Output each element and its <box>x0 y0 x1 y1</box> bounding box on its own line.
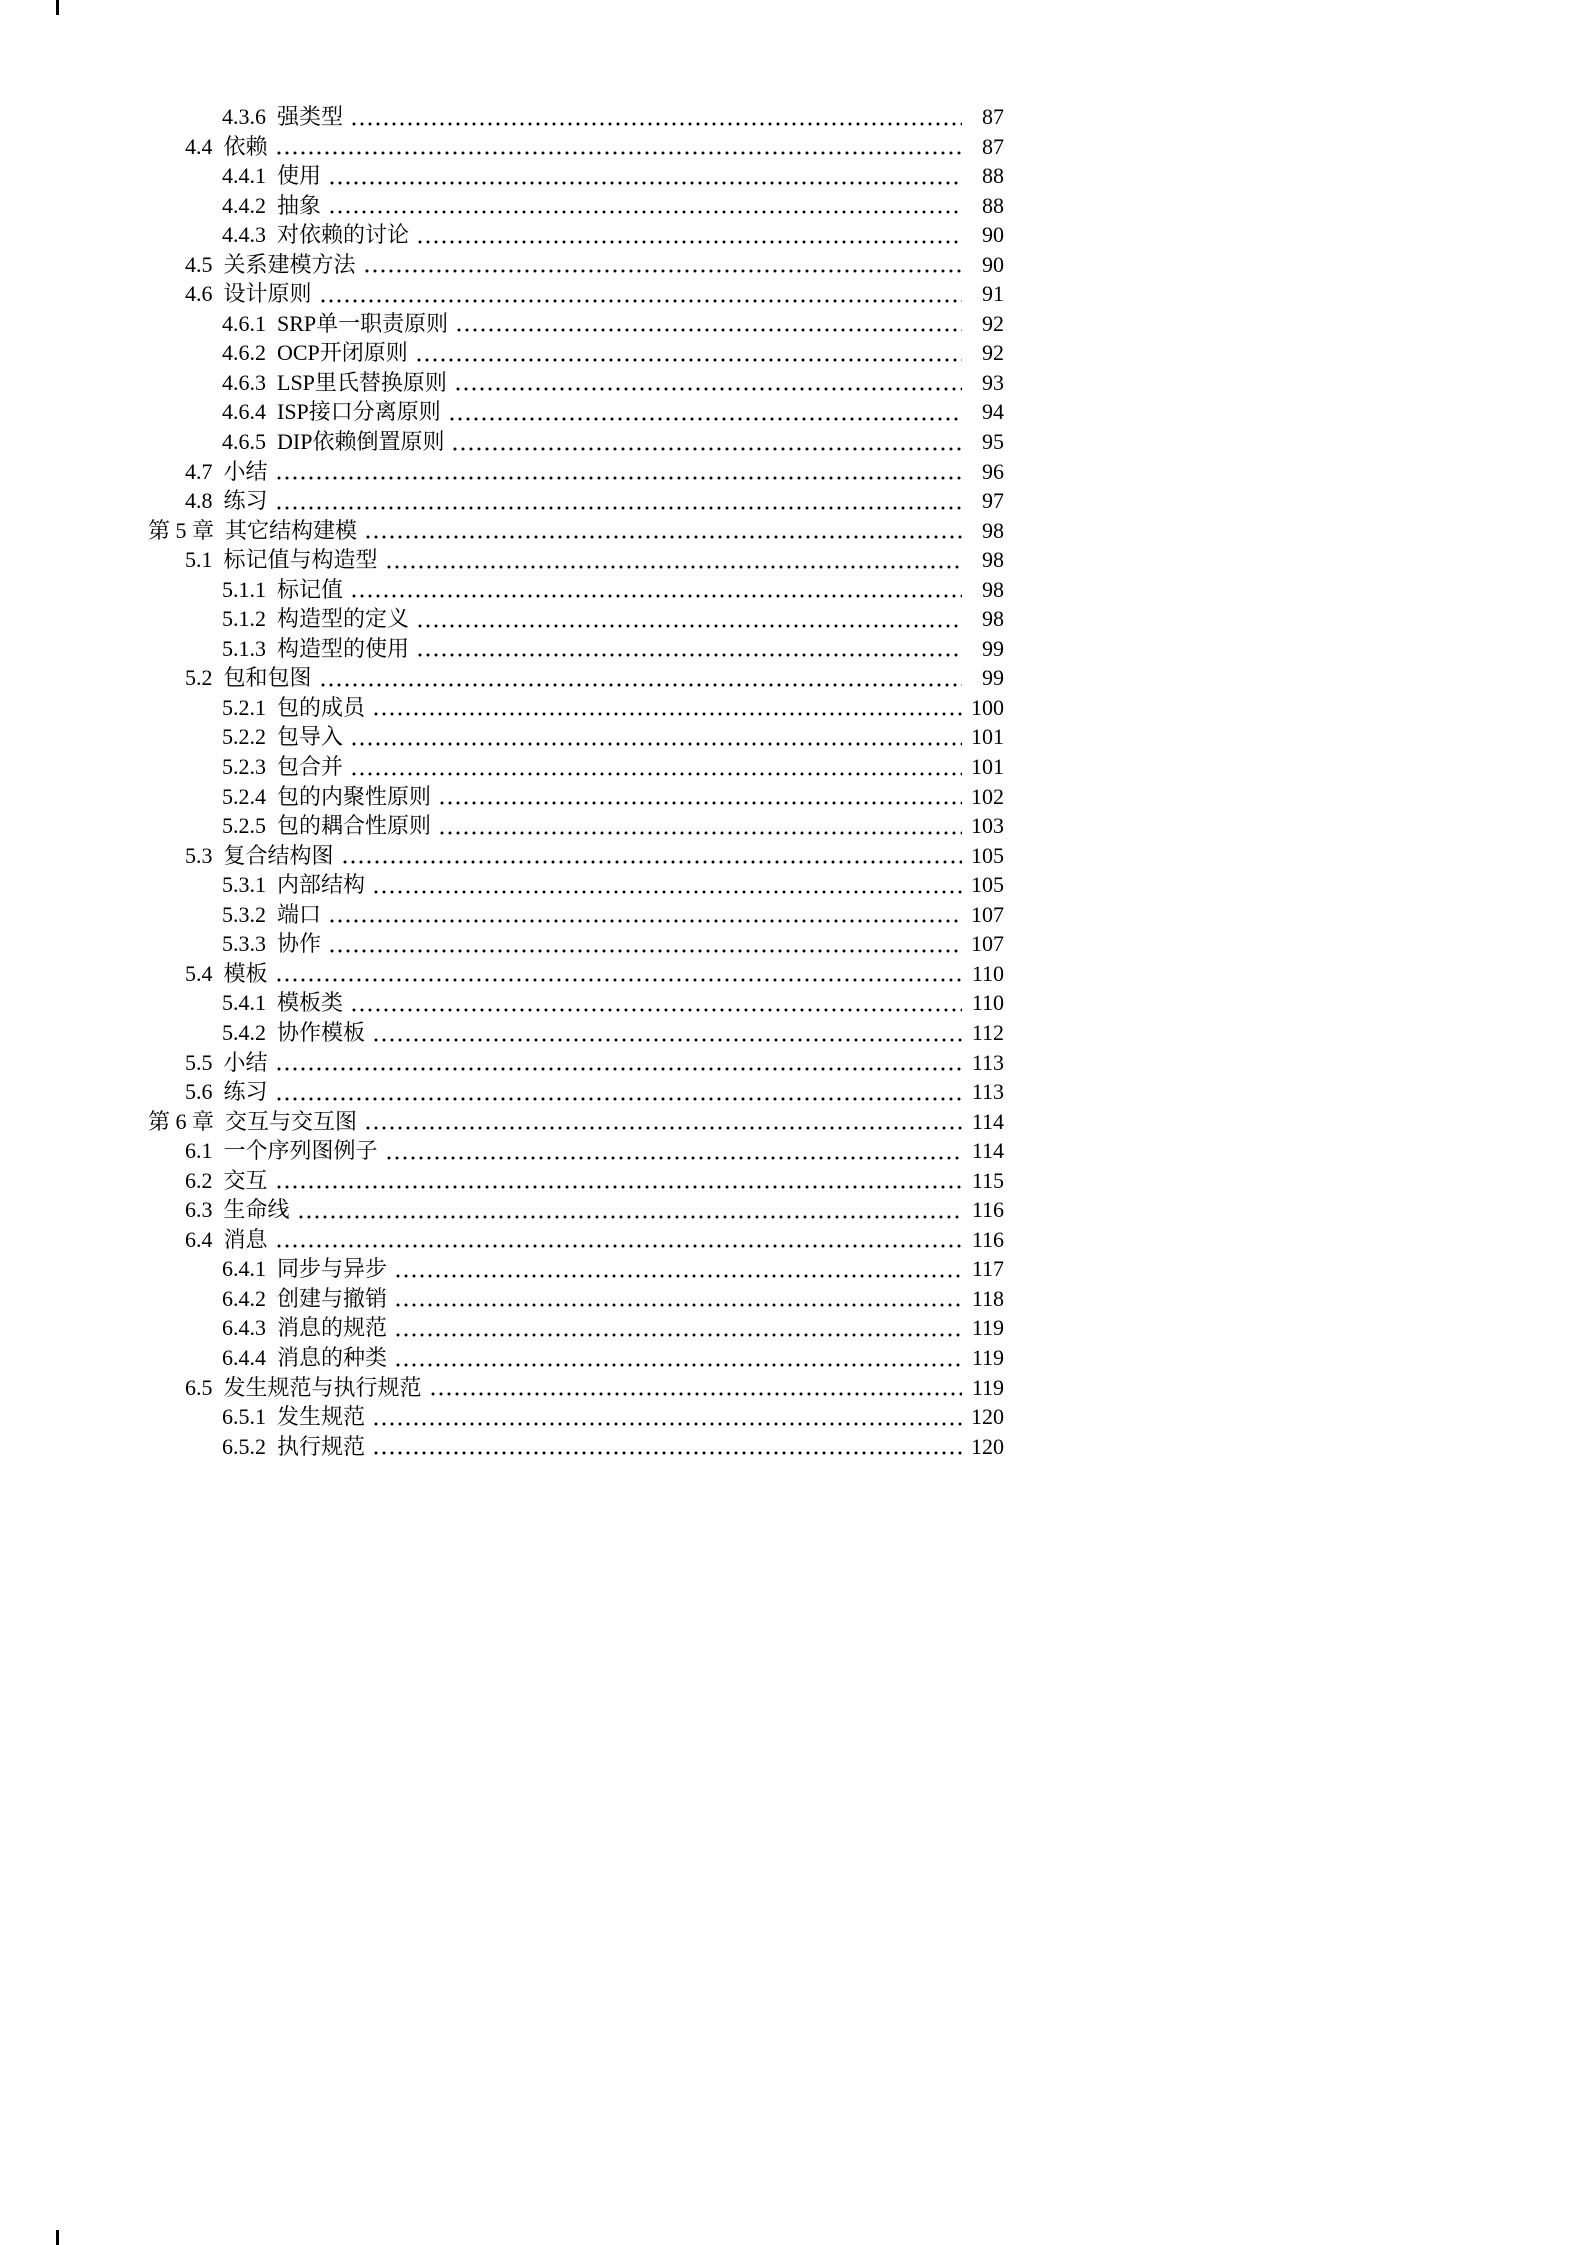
toc-entry <box>148 604 1004 634</box>
toc-entry-page: 118 <box>971 1285 1004 1311</box>
toc-entry-title: 复合结构图 <box>223 842 334 868</box>
toc-entry <box>148 1254 1004 1284</box>
toc-entry <box>148 516 1004 546</box>
toc-entry-number: 第 5 章 <box>148 517 215 543</box>
toc-entry-page: 99 <box>982 635 1004 661</box>
toc-entry-page: 120 <box>971 1404 1004 1430</box>
toc-entry-number: 6.5.2 <box>222 1433 266 1459</box>
toc-entry-page: 105 <box>971 842 1004 868</box>
toc-entry-number: 6.4.4 <box>222 1344 266 1370</box>
toc-entry-page: 105 <box>971 872 1004 898</box>
toc-entry-number: 6.2 <box>185 1167 213 1193</box>
toc-entry-page: 98 <box>982 517 1004 543</box>
toc-entry-page: 96 <box>982 458 1004 484</box>
toc-entry-title: ISP接口分离原则 <box>277 399 441 425</box>
toc-entry-title: 练习 <box>223 1079 268 1105</box>
toc-entry-page: 112 <box>971 1019 1004 1045</box>
toc-entry-number: 5.2.1 <box>222 694 266 720</box>
toc-leader-dots <box>372 1422 962 1426</box>
toc-leader-dots <box>350 742 962 746</box>
toc-entry <box>148 1107 1004 1137</box>
toc-entry-page: 101 <box>971 754 1004 780</box>
toc-entry-title: 同步与异步 <box>277 1256 388 1282</box>
toc-entry-title: 生命线 <box>223 1197 290 1223</box>
toc-entry <box>148 132 1004 162</box>
toc-entry <box>148 841 1004 871</box>
toc-entry-page: 113 <box>971 1079 1004 1105</box>
toc-entry-page: 114 <box>971 1138 1004 1164</box>
toc-entry-title: 消息 <box>223 1226 268 1252</box>
toc-entry-number: 5.1.2 <box>222 606 266 632</box>
toc-leader-dots <box>451 447 962 451</box>
toc-entry <box>148 752 1004 782</box>
toc-entry <box>148 1373 1004 1403</box>
toc-entry-number: 6.1 <box>185 1138 213 1164</box>
toc-entry-page: 119 <box>971 1344 1004 1370</box>
toc-entry <box>148 486 1004 516</box>
toc-entry-title: 包和包图 <box>223 665 312 691</box>
toc-leader-dots <box>350 594 962 598</box>
toc-entry-number: 6.3 <box>185 1197 213 1223</box>
toc-entry <box>148 309 1004 339</box>
toc-leader-dots <box>275 476 962 480</box>
toc-leader-dots <box>275 151 962 155</box>
toc-entry <box>148 1018 1004 1048</box>
toc-entry-number: 4.6.3 <box>222 369 266 395</box>
toc-entry <box>148 397 1004 427</box>
toc-entry-number: 5.4 <box>185 960 213 986</box>
toc-entry-number: 5.1 <box>185 547 213 573</box>
toc-entry <box>148 722 1004 752</box>
toc-leader-dots <box>364 1126 962 1130</box>
toc-entry-number: 4.7 <box>185 458 213 484</box>
toc-entry-title: 模板 <box>223 960 268 986</box>
toc-leader-dots <box>454 387 962 391</box>
toc-entry-page: 95 <box>982 429 1004 455</box>
toc-entry <box>148 929 1004 959</box>
toc-entry-title: 其它结构建模 <box>225 517 358 543</box>
toc-entry-title: OCP开闭原则 <box>277 340 408 366</box>
toc-entry-number: 4.6.5 <box>222 429 266 455</box>
toc-entry-title: LSP里氏替换原则 <box>277 369 447 395</box>
toc-entry-page: 98 <box>982 576 1004 602</box>
toc-entry-page: 92 <box>982 310 1004 336</box>
toc-entry-number: 5.2.4 <box>222 783 266 809</box>
toc-entry-title: 使用 <box>277 163 322 189</box>
toc-leader-dots <box>394 1363 962 1367</box>
toc-entry <box>148 102 1004 132</box>
toc-entry <box>148 1166 1004 1196</box>
toc-entry-page: 110 <box>971 990 1004 1016</box>
toc-leader-dots <box>394 1274 962 1278</box>
toc-entry <box>148 368 1004 398</box>
toc-entry-number: 5.4.1 <box>222 990 266 1016</box>
toc-entry-number: 5.3 <box>185 842 213 868</box>
toc-leader-dots <box>319 299 962 303</box>
toc-entry-page: 116 <box>971 1197 1004 1223</box>
toc-leader-dots <box>394 1303 962 1307</box>
toc-entry-page: 120 <box>971 1433 1004 1459</box>
toc-entry-title: 消息的规范 <box>277 1315 388 1341</box>
toc-entry <box>148 1195 1004 1225</box>
toc-leader-dots <box>372 1038 962 1042</box>
toc-entry <box>148 1284 1004 1314</box>
toc-entry <box>148 988 1004 1018</box>
toc-entry-title: 抽象 <box>277 192 322 218</box>
toc-entry <box>148 1343 1004 1373</box>
toc-leader-dots <box>328 919 962 923</box>
toc-entry-title: 交互 <box>223 1167 268 1193</box>
toc-leader-dots <box>385 565 962 569</box>
toc-entry-number: 5.2.5 <box>222 813 266 839</box>
toc-leader-dots <box>328 181 962 185</box>
toc-entry <box>148 279 1004 309</box>
toc-entry-page: 103 <box>971 813 1004 839</box>
toc-leader-dots <box>372 712 962 716</box>
toc-entry-number: 5.6 <box>185 1079 213 1105</box>
toc-entry-number: 4.6.4 <box>222 399 266 425</box>
toc-leader-dots <box>328 949 962 953</box>
toc-entry-title: 包导入 <box>277 724 344 750</box>
toc-entry-title: 构造型的使用 <box>277 635 410 661</box>
toc-entry-page: 110 <box>971 960 1004 986</box>
toc-entry <box>148 870 1004 900</box>
page-edge-mark-top <box>56 0 59 15</box>
toc-entry <box>148 338 1004 368</box>
toc-entry <box>148 811 1004 841</box>
toc-entry-number: 4.6 <box>185 281 213 307</box>
toc-entry-title: 标记值与构造型 <box>223 547 378 573</box>
toc-entry-title: 一个序列图例子 <box>223 1138 378 1164</box>
toc-entry-page: 99 <box>982 665 1004 691</box>
toc-entry <box>148 1077 1004 1107</box>
toc-entry-page: 115 <box>971 1167 1004 1193</box>
toc-entry-number: 5.1.3 <box>222 635 266 661</box>
toc-entry <box>148 575 1004 605</box>
toc-leader-dots <box>341 860 962 864</box>
toc-entry-number: 6.4 <box>185 1226 213 1252</box>
toc-entry <box>148 634 1004 664</box>
toc-entry-title: 交互与交互图 <box>225 1108 358 1134</box>
toc-entry-number: 6.4.1 <box>222 1256 266 1282</box>
toc-entry-page: 116 <box>971 1226 1004 1252</box>
toc-entry-number: 5.5 <box>185 1049 213 1075</box>
toc-entry-number: 5.2.3 <box>222 754 266 780</box>
toc-entry-title: 包的耦合性原则 <box>277 813 432 839</box>
toc-entry-title: 对依赖的讨论 <box>277 222 410 248</box>
toc-leader-dots <box>328 210 962 214</box>
toc-leader-dots <box>297 1215 962 1219</box>
toc-entry-title: 模板类 <box>277 990 344 1016</box>
toc-entry-number: 5.3.3 <box>222 931 266 957</box>
toc-entry-number: 6.4.3 <box>222 1315 266 1341</box>
toc-leader-dots <box>448 417 962 421</box>
toc-entry-title: 创建与撤销 <box>277 1285 388 1311</box>
toc-entry-title: 标记值 <box>277 576 344 602</box>
toc-entry-page: 94 <box>982 399 1004 425</box>
toc-entry-number: 5.2 <box>185 665 213 691</box>
toc-entry-title: 端口 <box>277 901 322 927</box>
toc-entry-title: 练习 <box>223 488 268 514</box>
toc-entry-number: 4.6.2 <box>222 340 266 366</box>
toc-entry-title: 小结 <box>223 1049 268 1075</box>
toc-entry <box>148 1136 1004 1166</box>
toc-entry-number: 4.6.1 <box>222 310 266 336</box>
toc-entry-page: 100 <box>971 694 1004 720</box>
toc-entry-page: 90 <box>982 251 1004 277</box>
toc-entry-number: 4.4 <box>185 133 213 159</box>
toc-leader-dots <box>429 1392 962 1396</box>
toc-entry-number: 4.8 <box>185 488 213 514</box>
toc-entry <box>148 693 1004 723</box>
toc-entry <box>148 1313 1004 1343</box>
toc-leader-dots <box>275 978 962 982</box>
toc-entry-title: SRP单一职责原则 <box>277 310 449 336</box>
toc-leader-dots <box>372 890 962 894</box>
toc-leader-dots <box>275 1067 962 1071</box>
toc-entry-number: 5.1.1 <box>222 576 266 602</box>
toc-leader-dots <box>275 506 962 510</box>
toc-leader-dots <box>275 1097 962 1101</box>
toc-entry-number: 6.5.1 <box>222 1404 266 1430</box>
toc-leader-dots <box>455 328 962 332</box>
toc-entry-number: 5.3.1 <box>222 872 266 898</box>
toc-leader-dots <box>319 683 962 687</box>
toc-leader-dots <box>350 122 962 126</box>
toc-entry-page: 93 <box>982 369 1004 395</box>
toc-leader-dots <box>415 358 962 362</box>
toc-leader-dots <box>416 240 962 244</box>
toc-entry-page: 97 <box>982 488 1004 514</box>
table-of-contents <box>148 102 1004 1461</box>
toc-entry-title: 发生规范 <box>277 1404 366 1430</box>
toc-entry-title: 执行规范 <box>277 1433 366 1459</box>
toc-entry-title: 协作 <box>277 931 322 957</box>
toc-entry-title: 发生规范与执行规范 <box>223 1374 422 1400</box>
toc-entry-title: 构造型的定义 <box>277 606 410 632</box>
toc-entry-page: 101 <box>971 724 1004 750</box>
toc-leader-dots <box>416 653 962 657</box>
toc-entry-page: 87 <box>982 133 1004 159</box>
toc-entry-title: 设计原则 <box>223 281 312 307</box>
toc-entry-number: 4.4.1 <box>222 163 266 189</box>
toc-entry-number: 6.5 <box>185 1374 213 1400</box>
toc-entry <box>148 1048 1004 1078</box>
toc-entry-page: 98 <box>982 606 1004 632</box>
toc-entry-number: 5.3.2 <box>222 901 266 927</box>
toc-entry <box>148 250 1004 280</box>
toc-entry-page: 88 <box>982 192 1004 218</box>
toc-entry-number: 4.3.6 <box>222 104 266 129</box>
toc-leader-dots <box>350 772 962 776</box>
toc-entry-number: 5.2.2 <box>222 724 266 750</box>
toc-entry-page: 91 <box>982 281 1004 307</box>
toc-entry <box>148 1432 1004 1462</box>
toc-entry-title: 关系建模方法 <box>223 251 356 277</box>
toc-leader-dots <box>350 1008 962 1012</box>
toc-leader-dots <box>438 801 962 805</box>
toc-entry-page: 102 <box>971 783 1004 809</box>
toc-entry-page: 119 <box>971 1315 1004 1341</box>
toc-entry-number: 4.5 <box>185 251 213 277</box>
toc-entry-title: 包的内聚性原则 <box>277 783 432 809</box>
toc-entry-title: 包的成员 <box>277 694 366 720</box>
toc-entry-page: 98 <box>982 547 1004 573</box>
toc-entry <box>148 457 1004 487</box>
toc-leader-dots <box>385 1156 962 1160</box>
toc-entry <box>148 663 1004 693</box>
toc-leader-dots <box>416 624 962 628</box>
toc-entry-title: 小结 <box>223 458 268 484</box>
toc-entry-title: 协作模板 <box>277 1019 366 1045</box>
toc-entry-page: 114 <box>971 1108 1004 1134</box>
toc-entry <box>148 427 1004 457</box>
toc-entry-title: 包合并 <box>277 754 344 780</box>
toc-entry-page: 117 <box>971 1256 1004 1282</box>
toc-entry-number: 6.4.2 <box>222 1285 266 1311</box>
toc-entry-page: 113 <box>971 1049 1004 1075</box>
toc-entry <box>148 782 1004 812</box>
toc-entry-title: 强类型 <box>277 104 344 129</box>
toc-entry-page: 107 <box>971 901 1004 927</box>
toc-entry-number: 5.4.2 <box>222 1019 266 1045</box>
toc-leader-dots <box>363 269 962 273</box>
toc-entry-page: 88 <box>982 163 1004 189</box>
toc-entry <box>148 900 1004 930</box>
toc-entry <box>148 191 1004 221</box>
toc-entry <box>148 220 1004 250</box>
toc-entry-page: 119 <box>971 1374 1004 1400</box>
toc-entry-page: 87 <box>982 104 1004 129</box>
toc-entry-number: 第 6 章 <box>148 1108 215 1134</box>
toc-leader-dots <box>394 1333 962 1337</box>
toc-entry-page: 90 <box>982 222 1004 248</box>
toc-entry-number: 4.4.2 <box>222 192 266 218</box>
page-edge-mark-bottom <box>56 2230 59 2245</box>
toc-leader-dots <box>438 831 962 835</box>
toc-entry <box>148 161 1004 191</box>
toc-leader-dots <box>275 1185 962 1189</box>
toc-entry-title: 消息的种类 <box>277 1344 388 1370</box>
toc-entry-page: 92 <box>982 340 1004 366</box>
toc-leader-dots <box>364 535 962 539</box>
toc-entry-title: 内部结构 <box>277 872 366 898</box>
toc-entry-number: 4.4.3 <box>222 222 266 248</box>
toc-entry-title: DIP依赖倒置原则 <box>277 429 445 455</box>
toc-leader-dots <box>275 1244 962 1248</box>
toc-leader-dots <box>372 1451 962 1455</box>
toc-entry <box>148 545 1004 575</box>
toc-entry-page: 107 <box>971 931 1004 957</box>
toc-entry-title: 依赖 <box>223 133 268 159</box>
toc-entry <box>148 1225 1004 1255</box>
toc-entry <box>148 1402 1004 1432</box>
toc-entry <box>148 959 1004 989</box>
